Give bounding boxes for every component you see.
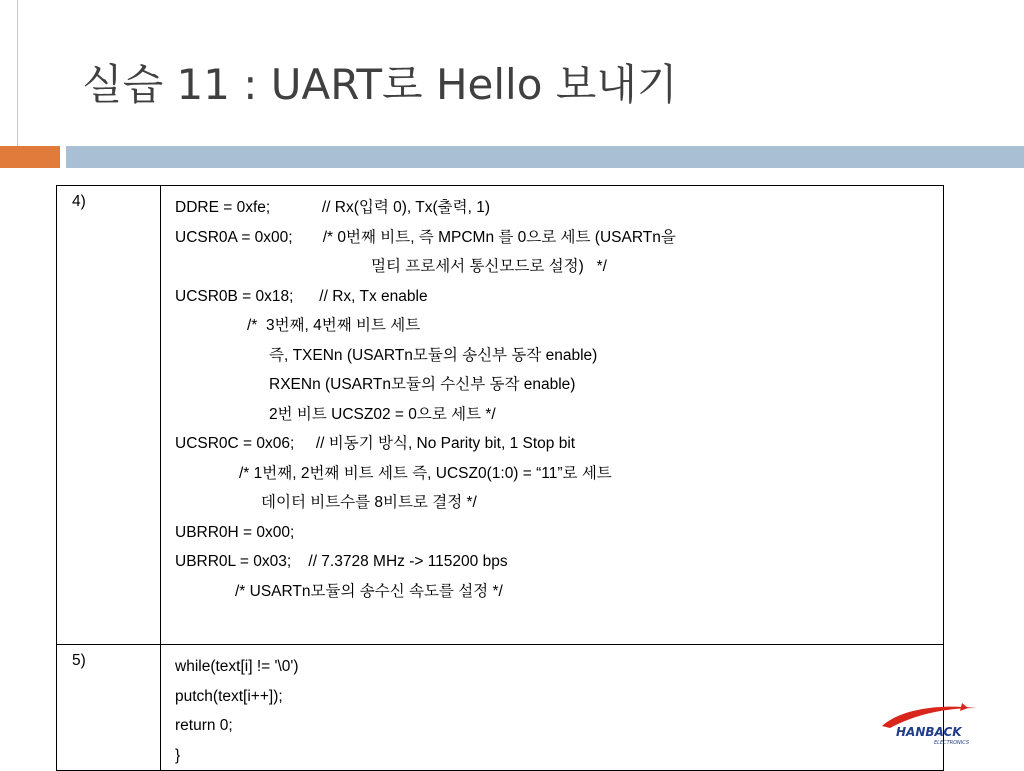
code-line: /* USARTn모듈의 송수신 속도를 설정 */ — [235, 582, 503, 600]
accent-bar-blue — [66, 146, 1024, 168]
code-line: UBRR0L = 0x03; // 7.3728 MHz -> 115200 bps — [175, 553, 508, 570]
code-line: while(text[i] != '\0') — [175, 658, 299, 675]
step-number: 5) — [57, 645, 161, 771]
code-line: RXENn (USARTn모듈의 수신부 동작 enable) — [269, 376, 576, 393]
logo-brand-text: HANBACK — [896, 725, 962, 739]
code-line: UCSR0A = 0x00; /* 0번째 비트, 즉 MPCMn 를 0으로 세트 (USARTn을 — [175, 228, 676, 246]
code-line: UBRR0H = 0x00; — [175, 523, 295, 541]
code-line: /* 3번째, 4번째 비트 세트 — [247, 317, 421, 334]
code-line: DDRE = 0xfe; // Rx(입력 0), Tx(출력, 1) — [175, 199, 490, 216]
code-line: return 0; — [175, 717, 233, 734]
table-row — [57, 186, 944, 645]
step-number: 4) — [57, 186, 161, 645]
slide-title: 실습 11 : UART로 Hello 보내기 — [82, 60, 678, 109]
hanback-logo — [876, 702, 980, 746]
code-line: /* 1번째, 2번째 비트 세트 즉, UCSZ0(1:0) = “11”로 세트 — [239, 464, 612, 482]
left-guide-line — [17, 0, 18, 146]
logo-sub-text: ELECTRONICS — [934, 740, 970, 746]
code-block — [161, 645, 944, 771]
code-line: UCSR0B = 0x18; // Rx, Tx enable — [175, 287, 428, 305]
table-row — [57, 645, 944, 771]
code-line: 멀티 프로세서 통신모드로 설정) */ — [371, 258, 607, 275]
accent-bar-orange — [0, 146, 60, 168]
code-line: } — [175, 746, 181, 764]
code-line: putch(text[i++]); — [175, 687, 283, 705]
code-line: 2번 비트 UCSZ02 = 0으로 세트 */ — [269, 405, 496, 423]
code-line: 즉, TXENn (USARTn모듈의 송신부 동작 enable) — [269, 346, 598, 364]
code-table — [56, 185, 944, 771]
code-line: UCSR0C = 0x06; // 비동기 방식, No Parity bit, 1 Stop bit — [175, 435, 576, 452]
code-line: 데이터 비트수를 8비트로 결정 */ — [261, 494, 477, 511]
code-block — [161, 186, 944, 645]
